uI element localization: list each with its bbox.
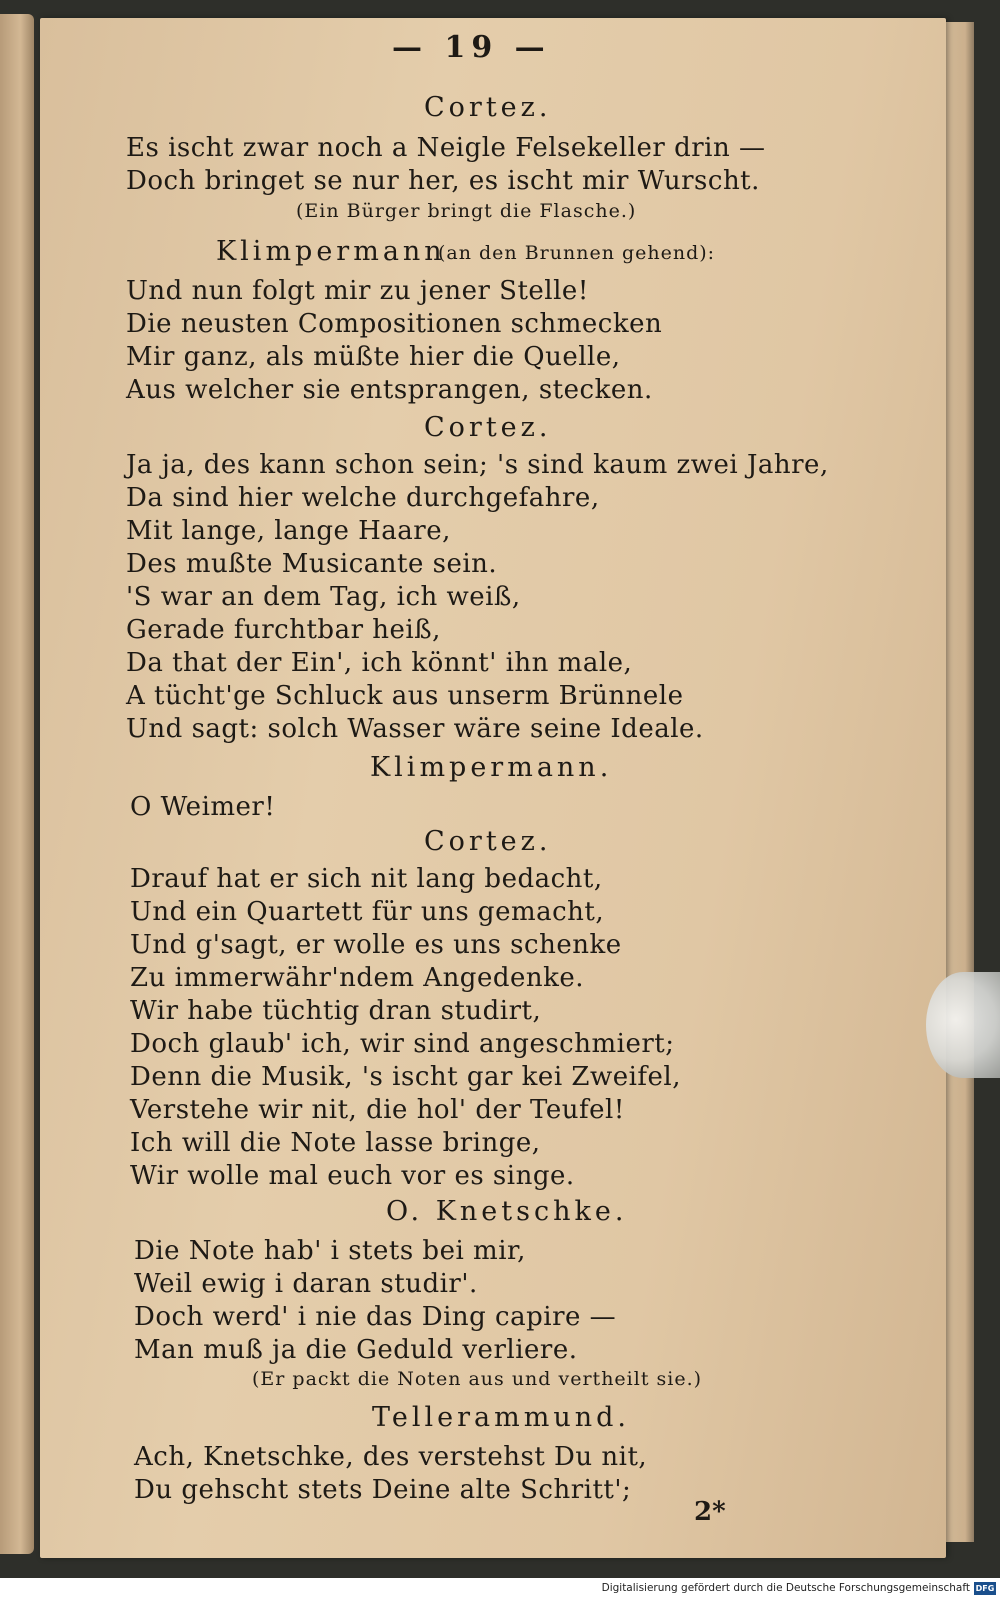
verse-line: Denn die Musik, 's ischt gar kei Zweifel,	[130, 1062, 682, 1092]
verse-line: Verstehe wir nit, die hol' der Teufel!	[130, 1095, 625, 1125]
verse-line: Zu immerwähr'ndem Angedenke.	[130, 963, 585, 993]
stage-direction: (Ein Bürger bringt die Flasche.)	[296, 200, 637, 222]
page-clip	[926, 972, 1000, 1078]
verse-line: Wir wolle mal euch vor es singe.	[130, 1161, 575, 1191]
verse-line: Die neusten Compositionen schmecken	[126, 309, 663, 339]
speaker-knetschke: O. Knetschke.	[386, 1196, 628, 1227]
verse-line: Da sind hier welche durchgefahre,	[126, 483, 600, 513]
footer-credit: Digitalisierung gefördert durch die Deutsche Forschungsgemeinschaft	[601, 1582, 970, 1594]
verse-line: Und ein Quartett für uns gemacht,	[130, 897, 605, 927]
verse-line: Gerade furchtbar heiß,	[126, 615, 441, 645]
verse-line: 'S war an dem Tag, ich weiß,	[126, 582, 521, 612]
verse-line: Aus welcher sie entsprangen, stecken.	[126, 375, 653, 405]
previous-page-edge	[0, 14, 34, 1554]
verse-line: Und g'sagt, er wolle es uns schenke	[130, 930, 622, 960]
signature-mark: 2*	[694, 1497, 726, 1527]
verse-line: O Weimer!	[130, 792, 276, 822]
verse-line: Drauf hat er sich nit lang bedacht,	[130, 864, 603, 894]
verse-line: Des mußte Musicante sein.	[126, 549, 498, 579]
verse-line: Ja ja, des kann schon sein; 's sind kaum zwei Jahre,	[126, 450, 829, 480]
verse-line: Ich will die Note lasse bringe,	[130, 1128, 541, 1158]
speaker-klimpermann: Klimpermann.	[370, 752, 613, 783]
verse-line: Man muß ja die Geduld verliere.	[134, 1335, 578, 1365]
verse-line: Und sagt: solch Wasser wäre seine Ideale.	[126, 714, 704, 744]
speaker-direction: (an den Brunnen gehend):	[438, 242, 716, 264]
speaker-cortez: Cortez.	[424, 92, 552, 123]
verse-line: Doch bringet se nur her, es ischt mir Wurscht.	[126, 166, 760, 196]
verse-line: Da that der Ein', ich könnt' ihn male,	[126, 648, 633, 678]
verse-line: Und nun folgt mir zu jener Stelle!	[126, 276, 589, 306]
speaker-klimpermann: Klimpermann	[216, 236, 446, 267]
verse-line: Mir ganz, als müßte hier die Quelle,	[126, 342, 621, 372]
page-number: — 19 —	[392, 30, 551, 65]
verse-line: Die Note hab' i stets bei mir,	[134, 1236, 526, 1266]
speaker-cortez: Cortez.	[424, 826, 552, 857]
verse-line: Es ischt zwar noch a Neigle Felsekeller drin —	[126, 133, 766, 163]
verse-line: Ach, Knetschke, des verstehst Du nit,	[134, 1442, 648, 1472]
verse-line: Doch glaub' ich, wir sind angeschmiert;	[130, 1029, 675, 1059]
verse-line: Doch werd' i nie das Ding capire —	[134, 1302, 617, 1332]
speaker-cortez: Cortez.	[424, 412, 552, 443]
verse-line: Weil ewig i daran studir'.	[134, 1269, 478, 1299]
verse-line: A tücht'ge Schluck aus unserm Brünnele	[126, 681, 684, 711]
verse-line: Du gehscht stets Deine alte Schritt';	[134, 1475, 632, 1505]
verse-line: Mit lange, lange Haare,	[126, 516, 451, 546]
speaker-tellerammund: Tellerammund.	[372, 1402, 630, 1433]
verse-line: Wir habe tüchtig dran studirt,	[130, 996, 542, 1026]
dfg-logo-badge: DFG	[975, 1584, 995, 1593]
stage-direction: (Er packt die Noten aus und vertheilt sie.)	[252, 1368, 703, 1390]
